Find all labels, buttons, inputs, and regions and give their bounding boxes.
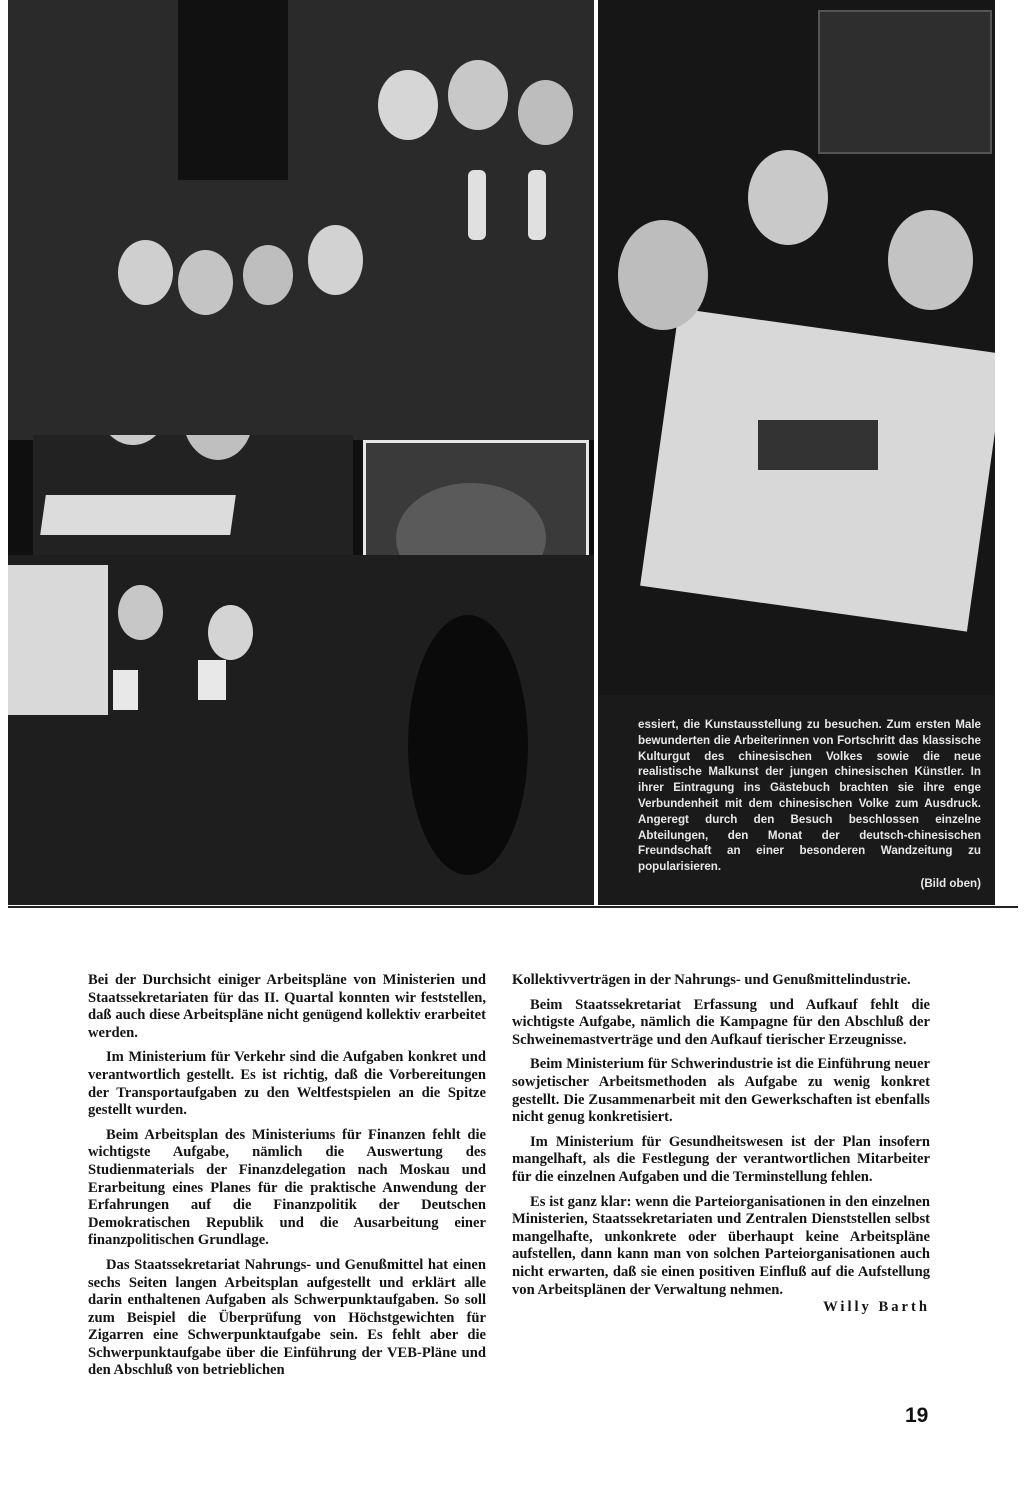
article-paragraph: Das Staatssekretariat Nahrungs- und Genußmittel hat einen sechs Seiten langen Arbeitsplan aufgestellt und erklärt alle darin enthaltenen Aufgaben als Schwerpunktaufgaben. So soll zum Beispiel die Überprüfung von Höchstgewichten für Zigarren eine Schwerpunktaufgabe sein. Es fehlt aber die Schwerpunktaufgabe über die Einführung der VEB-Pläne und den Abschluß von betrieblichen <box>88 1256 486 1379</box>
photo-table-work <box>598 0 995 695</box>
photo-gallery-hall <box>8 555 594 905</box>
caption-text: essiert, die Kunstausstellung zu besuchen. Zum ersten Male bewunderten die Arbeiterinnen von Fortschritt das klassische Kulturgut des chinesischen Volkes sowie die neue realistische Malkunst der jungen chinesischen Künstler. In ihrer Eintragung ins Gästebuch brachten sie ihre enge Verbundenheit mit dem chinesischen Volke zum Ausdruck. Angeregt durch den Besuch beschlossen einzelne Abteilungen, den Monat der deutsch-chinesischen Freundschaft an einer besonderen Wandzeitung zu popularisieren. <box>638 718 981 874</box>
article-paragraph-continued: Kollektivverträgen in der Nahrungs- und Genußmittelindustrie. <box>512 972 911 988</box>
page-number: 19 <box>905 1404 929 1427</box>
article-paragraph: Beim Arbeitsplan des Ministeriums für Finanzen fehlt die wichtigste Aufgabe, nämlich die Auswertung des Studienmaterials der Finanzdelegation nach Moskau und Erarbeitung eines Planes für die praktische Anwendung der Erfahrungen auf die Finanzpolitik der Deutschen Demokratischen Republik und die Ausarbeitung einer finanzpolitischen Grundlage. <box>88 1126 486 1249</box>
article-author: Willy Barth <box>823 1299 930 1316</box>
article-paragraph: Beim Ministerium für Schwerindustrie ist die Einführung neuer sowjetischer Arbeitsmethoden als Aufgabe zu wenig konkret gestellt. Die Zusammenarbeit mit den Gewerkschaften ist ebenfalls nicht genug konkretisiert. <box>512 1056 930 1126</box>
article-paragraph: Im Ministerium für Verkehr sind die Aufgaben konkret und verantwortlich gestellt. Es ist richtig, daß die Vorbereitungen der Transportaufgaben zu den Weltfestspielen an die Spitze gestellt wurden. <box>88 1049 486 1119</box>
photo-guestbook-signing <box>33 435 353 555</box>
photo-caption <box>598 695 995 905</box>
article-signature <box>512 1299 930 1317</box>
photo-collage <box>8 0 594 905</box>
article-column-left <box>88 972 486 1387</box>
article-column-right <box>512 972 930 1317</box>
caption-credit: (Bild oben) <box>920 876 981 890</box>
divider-rule <box>8 906 1018 908</box>
photo-exhibition-visitors-top <box>8 0 594 440</box>
article-paragraph: Bei der Durchsicht einiger Arbeitspläne von Ministerien und Staatssekretariaten für das II. Quartal konnten wir feststellen, daß auch diese Arbeitspläne nicht genügend kollektiv erarbeitet werden. <box>88 972 486 1041</box>
article-closing-paragraph: Es ist ganz klar: wenn die Parteiorganisationen in den einzelnen Ministerien, Staatssekretariaten und Zentralen Dienststellen selbst mangelhafte, unkonkrete oder überhaupt keine Arbeitspläne aufstellen, dann kann man von solchen Parteiorganisationen auch nicht erwarten, daß sie einen positiven Einfluß auf die Aufstellung von Arbeitsplänen der Verwaltung nehmen. <box>512 1193 930 1298</box>
article-paragraph: Beim Staatssekretariat Erfassung und Aufkauf fehlt die wichtigste Aufgabe, nämlich die Kampagne für den Abschluß der Schweinemastverträge und den Aufkauf tierischer Erzeugnisse. <box>512 996 930 1048</box>
article-paragraph: Im Ministerium für Gesundheitswesen ist der Plan insofern mangelhaft, als die Festlegung der verantwortlichen Mitarbeiter für die einzelnen Aufgaben und die Terminstellung fehlen. <box>512 1133 930 1185</box>
